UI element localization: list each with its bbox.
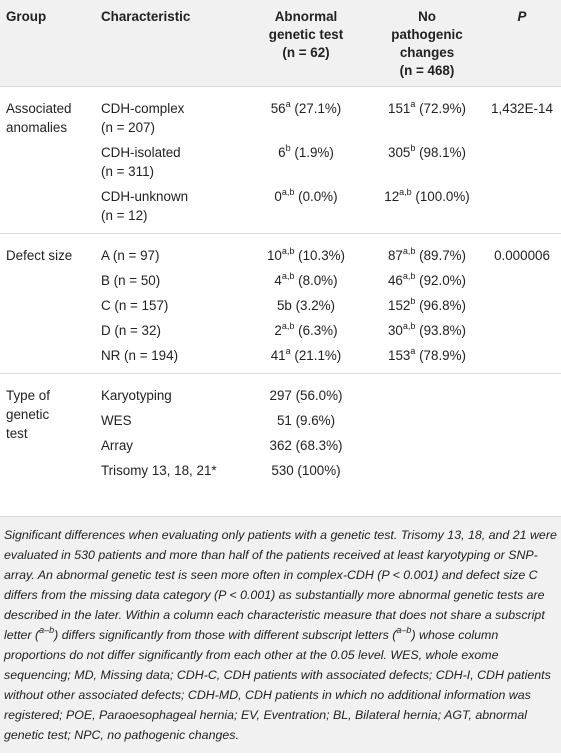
abnormal-count: 0 xyxy=(274,189,282,204)
group-associated-line2: anomalies xyxy=(6,120,68,135)
footnote-sup-1: a–b xyxy=(39,624,55,635)
group-genetic-line1: Type of xyxy=(6,388,50,403)
group-cell xyxy=(0,268,95,293)
abnormal-cell xyxy=(241,87,371,141)
footnote-sup-2: a–b xyxy=(396,624,412,635)
group-cell xyxy=(0,374,95,484)
characteristic-cell: B (n = 50) xyxy=(101,273,161,288)
p-value-cell: 0.000006 xyxy=(494,248,550,263)
abnormal-percent: (1.9%) xyxy=(290,145,334,160)
nopath-count: 30 xyxy=(387,323,403,338)
abnormal-cell xyxy=(241,234,371,269)
nopath-cell xyxy=(371,87,483,141)
characteristic-cell xyxy=(95,184,241,234)
abnormal-count: 5b xyxy=(276,298,292,313)
nopath-subscript: a,b xyxy=(402,245,416,256)
header-nopath-line2: pathogenic xyxy=(391,27,463,42)
abnormal-cell: 530 (100%) xyxy=(271,463,341,478)
abnormal-cell xyxy=(241,318,371,343)
nopath-cell xyxy=(371,458,483,483)
nopath-cell xyxy=(371,374,483,409)
abnormal-count: 41 xyxy=(270,348,286,363)
nopath-percent: (93.8%) xyxy=(415,323,467,338)
nopath-percent: (72.9%) xyxy=(415,101,466,116)
group-genetic-line2: genetic xyxy=(6,407,50,422)
header-characteristic: Characteristic xyxy=(95,0,241,87)
characteristic-cell: WES xyxy=(101,413,132,428)
nopath-percent: (89.7%) xyxy=(415,248,467,263)
table-row xyxy=(0,374,561,409)
nopath-count: 153 xyxy=(388,348,411,363)
p-value-cell xyxy=(483,268,561,293)
characteristic-cell: C (n = 157) xyxy=(101,298,169,313)
group-cell xyxy=(0,87,95,141)
nopath-cell xyxy=(371,140,483,184)
abnormal-cell xyxy=(241,343,371,374)
header-abnormal-line2: genetic test xyxy=(268,27,344,42)
nopath-cell xyxy=(371,318,483,343)
nopath-cell xyxy=(371,293,483,318)
nopath-count: 12 xyxy=(384,189,400,204)
nopath-percent: (100.0%) xyxy=(411,189,470,204)
nopath-count: 151 xyxy=(388,101,411,116)
table-row xyxy=(0,318,561,343)
characteristic-label: CDH-unknown xyxy=(101,189,189,204)
header-p xyxy=(483,0,561,87)
p-value-cell xyxy=(483,374,561,409)
nopath-subscript: a xyxy=(410,345,416,356)
characteristic-n: (n = 311) xyxy=(101,164,154,179)
header-p-label: P xyxy=(517,9,527,24)
table-row xyxy=(0,87,561,141)
p-value-cell: 1,432E-14 xyxy=(491,101,553,116)
abnormal-percent: (0.0%) xyxy=(294,189,338,204)
characteristic-cell xyxy=(95,87,241,141)
nopath-count: 87 xyxy=(387,248,403,263)
p-value-cell xyxy=(483,293,561,318)
characteristic-n: (n = 12) xyxy=(101,208,148,223)
abnormal-percent: (6.3%) xyxy=(294,323,338,338)
table-row xyxy=(0,184,561,234)
p-value-cell xyxy=(483,433,561,458)
p-value-cell xyxy=(483,140,561,184)
abnormal-percent: (8.0%) xyxy=(294,273,338,288)
characteristic-n: (n = 207) xyxy=(101,120,155,135)
table-row xyxy=(0,268,561,293)
abnormal-cell: 51 (9.6%) xyxy=(276,413,336,428)
abnormal-percent: (21.1%) xyxy=(290,348,342,363)
nopath-cell xyxy=(371,234,483,269)
header-nopath-line1: No xyxy=(418,9,436,24)
abnormal-subscript: a xyxy=(285,98,291,109)
abnormal-cell xyxy=(241,140,371,184)
group-associated-line1: Associated xyxy=(6,101,72,116)
nopath-percent: (98.1%) xyxy=(415,145,466,160)
abnormal-count: 4 xyxy=(274,273,282,288)
table-row xyxy=(0,140,561,184)
p-value-cell xyxy=(483,458,561,483)
abnormal-percent: (3.2%) xyxy=(291,298,336,313)
characteristic-cell: Array xyxy=(101,438,133,453)
table-row xyxy=(0,343,561,374)
abnormal-cell xyxy=(241,293,371,318)
nopath-subscript: b xyxy=(410,142,416,153)
nopath-subscript: a,b xyxy=(399,186,412,197)
header-nopath-line3: changes xyxy=(399,45,455,60)
nopath-subscript: b xyxy=(410,295,416,306)
abnormal-cell: 297 (56.0%) xyxy=(269,388,343,403)
nopath-percent: (78.9%) xyxy=(415,348,466,363)
footnote-text-1: Significant differences when evaluating only patients with a genetic test. Trisomy 13, 18, and 21 were evaluated in 530 patients and more than half of the patients received at least karyotyping or SNP-array. An abnormal genetic test is seen more often in complex-CDH (P < 0.001) and defect size C differs from the missing data category (P < 0.001) as substantially more abnormal genetic tests are described in the later. Within a column each characteristic measure that does not share a subscript letter ( xyxy=(4,528,557,642)
characteristic-cell: NR (n = 194) xyxy=(95,343,241,374)
p-value-cell xyxy=(483,408,561,433)
abnormal-count: 6 xyxy=(278,145,286,160)
header-nopath-line4: (n = 468) xyxy=(399,63,455,78)
abnormal-percent: (10.3%) xyxy=(294,248,346,263)
nopath-cell xyxy=(371,433,483,458)
abnormal-cell xyxy=(241,268,371,293)
p-value-cell xyxy=(483,318,561,343)
header-group: Group xyxy=(0,0,95,87)
nopath-percent: (96.8%) xyxy=(415,298,466,313)
nopath-cell xyxy=(371,268,483,293)
nopath-count: 305 xyxy=(388,145,411,160)
characteristic-label: CDH-isolated xyxy=(101,145,181,160)
header-row xyxy=(0,0,561,87)
abnormal-subscript: a,b xyxy=(281,186,295,197)
header-abnormal xyxy=(241,0,371,87)
table-footnote xyxy=(0,516,561,753)
group-cell xyxy=(0,318,95,343)
p-value-cell xyxy=(483,343,561,374)
abnormal-count: 2 xyxy=(274,323,282,338)
header-no-pathogenic xyxy=(371,0,483,87)
group-genetic-line3: test xyxy=(6,426,28,441)
abnormal-subscript: a,b xyxy=(281,270,295,281)
nopath-count: 152 xyxy=(388,298,411,313)
characteristic-cell: Trisomy 13, 18, 21* xyxy=(101,463,217,478)
abnormal-count: 56 xyxy=(270,101,286,116)
abnormal-percent: (27.1%) xyxy=(290,101,342,116)
abnormal-subscript: a,b xyxy=(281,320,295,331)
nopath-count: 46 xyxy=(387,273,403,288)
group-defect-size: Defect size xyxy=(6,248,73,263)
header-abnormal-line1: Abnormal xyxy=(274,9,338,24)
nopath-cell xyxy=(371,343,483,374)
abnormal-subscript: a,b xyxy=(281,245,295,256)
characteristic-cell: D (n = 32) xyxy=(101,323,161,338)
nopath-subscript: a,b xyxy=(402,320,416,331)
table-row xyxy=(0,234,561,269)
abnormal-count: 10 xyxy=(266,248,282,263)
nopath-cell xyxy=(371,184,483,234)
nopath-cell xyxy=(371,408,483,433)
nopath-subscript: a xyxy=(410,98,416,109)
group-cell xyxy=(0,293,95,318)
abnormal-subscript: a xyxy=(285,345,291,356)
group-cell xyxy=(0,184,95,234)
p-value-cell xyxy=(483,184,561,234)
characteristic-cell: A (n = 97) xyxy=(101,248,160,263)
footnote-text-3: ) whose column proportions do not differ significantly from each other at the 0.05 level. WES, whole exome sequencing; MD, Missing data; CDH-C, CDH patients with associated defects; CDH-I, CDH patients without other associated defects; CDH-MD, CDH patients in which no additional information was registered; POE, Paraoesophageal hernia; EV, Eventration; BL, Bilateral hernia; AGT, abnormal genetic test; NPC, no pathogenic changes. xyxy=(4,628,551,742)
table-row xyxy=(0,293,561,318)
footnote-text-2: ) differs significantly from those with different subscript letters ( xyxy=(54,628,397,642)
nopath-percent: (92.0%) xyxy=(415,273,467,288)
abnormal-cell: 362 (68.3%) xyxy=(269,438,343,453)
characteristic-label: CDH-complex xyxy=(101,101,185,116)
characteristic-cell: Karyotyping xyxy=(101,388,172,403)
group-cell xyxy=(0,343,95,374)
abnormal-cell xyxy=(241,184,371,234)
group-cell xyxy=(0,140,95,184)
nopath-subscript: a,b xyxy=(402,270,416,281)
characteristic-cell xyxy=(95,140,241,184)
abnormal-subscript: b xyxy=(285,142,291,153)
header-abnormal-line3: (n = 62) xyxy=(282,45,330,60)
